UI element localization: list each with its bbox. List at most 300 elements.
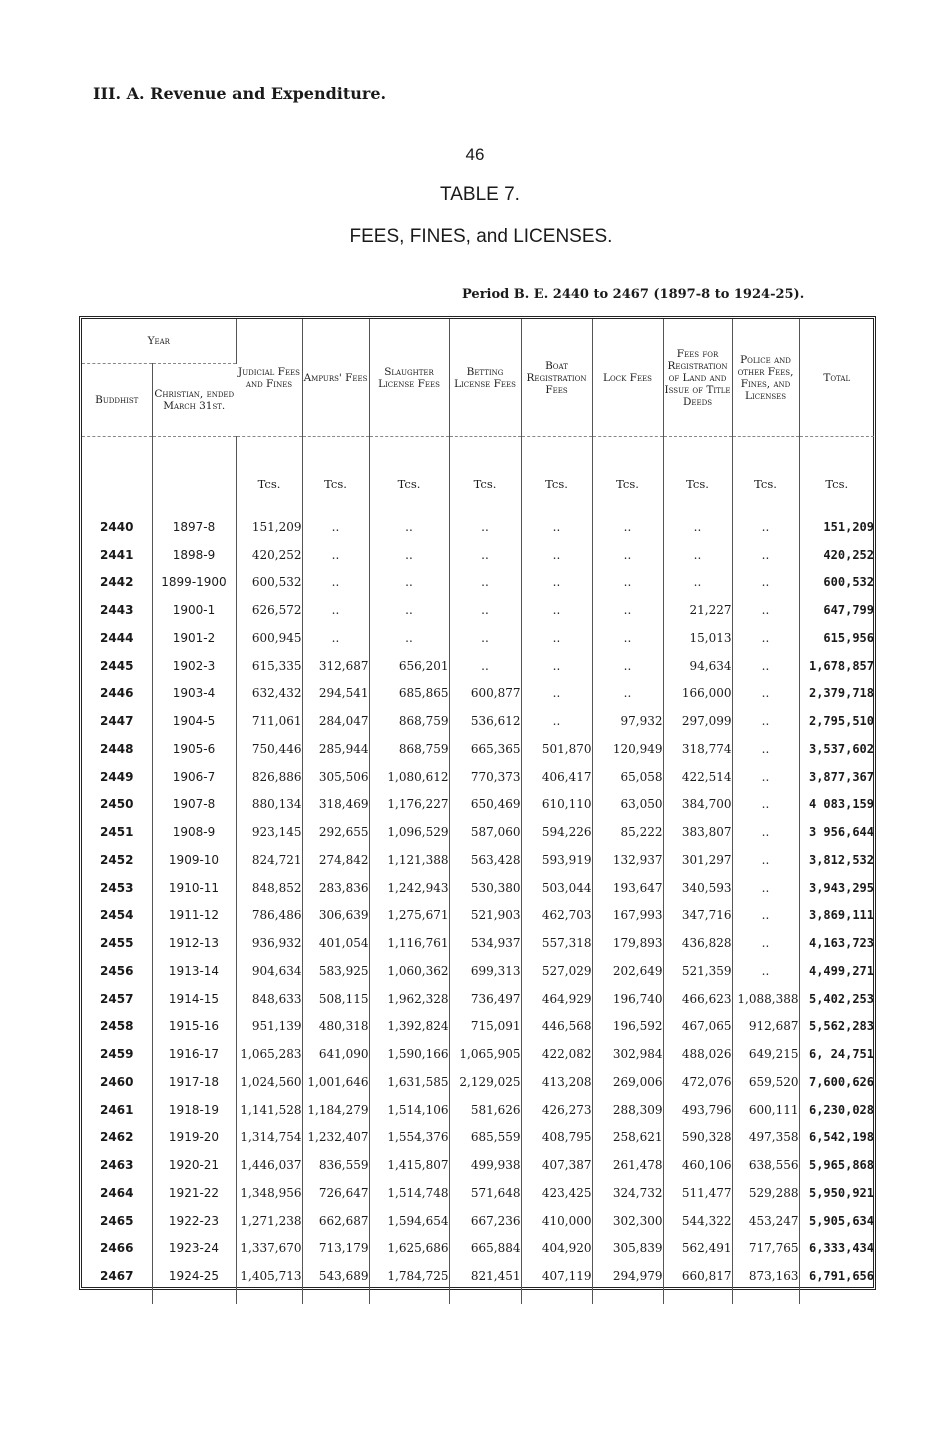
police-value: .. xyxy=(732,541,799,569)
boat-value: 557,318 xyxy=(521,929,592,957)
boat-value: .. xyxy=(521,707,592,735)
buddhist-year: 2450 xyxy=(82,791,152,819)
betting-value: 1,065,905 xyxy=(449,1040,521,1068)
police-value: 912,687 xyxy=(732,1013,799,1041)
christian-year: 1904-5 xyxy=(152,707,236,735)
betting-value: 770,373 xyxy=(449,763,521,791)
slaughter-value: 1,554,376 xyxy=(369,1124,449,1152)
buddhist-year: 2461 xyxy=(82,1096,152,1124)
christian-year: 1918-19 xyxy=(152,1096,236,1124)
judicial-value: 151,209 xyxy=(236,513,302,541)
buddhist-year: 2458 xyxy=(82,1013,152,1041)
christian-year: 1920-21 xyxy=(152,1151,236,1179)
judicial-value: 786,486 xyxy=(236,902,302,930)
slaughter-value: 868,759 xyxy=(369,735,449,763)
unit-label: Tcs. xyxy=(732,437,799,502)
land-value: 472,076 xyxy=(663,1068,732,1096)
boat-value: 446,568 xyxy=(521,1013,592,1041)
lock-value: 167,993 xyxy=(592,902,663,930)
christian-year: 1903-4 xyxy=(152,680,236,708)
police-value: .. xyxy=(732,846,799,874)
slaughter-value: 656,201 xyxy=(369,652,449,680)
slaughter-value: .. xyxy=(369,513,449,541)
slaughter-value: 1,415,807 xyxy=(369,1151,449,1179)
ampurs-value: 292,655 xyxy=(302,818,369,846)
lock-value: 120,949 xyxy=(592,735,663,763)
unit-label: Tcs. xyxy=(369,437,449,502)
total-value: 5,402,253 xyxy=(808,991,874,1006)
christian-year: 1919-20 xyxy=(152,1124,236,1152)
buddhist-year: 2443 xyxy=(82,596,152,624)
betting-value: 600,877 xyxy=(449,680,521,708)
christian-year: 1922-23 xyxy=(152,1207,236,1235)
total-value: 420,252 xyxy=(823,547,874,562)
total-value: 5,905,634 xyxy=(808,1213,874,1228)
lock-value: .. xyxy=(592,652,663,680)
betting-value: 699,313 xyxy=(449,957,521,985)
table-row xyxy=(82,541,874,569)
buddhist-year: 2442 xyxy=(82,569,152,597)
judicial-value: 1,337,670 xyxy=(236,1235,302,1263)
total-value: 615,956 xyxy=(823,630,874,645)
units-blank xyxy=(152,437,236,502)
buddhist-year: 2441 xyxy=(82,541,152,569)
header-slaughter: Slaughter License Fees xyxy=(369,319,449,437)
boat-value: 593,919 xyxy=(521,846,592,874)
lock-value: 305,839 xyxy=(592,1235,663,1263)
ampurs-value: 641,090 xyxy=(302,1040,369,1068)
lock-value: 302,984 xyxy=(592,1040,663,1068)
police-value: .. xyxy=(732,902,799,930)
buddhist-year: 2446 xyxy=(82,680,152,708)
land-value: 544,322 xyxy=(663,1207,732,1235)
boat-value: .. xyxy=(521,513,592,541)
slaughter-value: 1,514,748 xyxy=(369,1179,449,1207)
judicial-value: 1,348,956 xyxy=(236,1179,302,1207)
unit-label: Tcs. xyxy=(663,437,732,502)
buddhist-year: 2452 xyxy=(82,846,152,874)
police-value: .. xyxy=(732,596,799,624)
police-value: .. xyxy=(732,680,799,708)
units-blank xyxy=(82,437,152,502)
slaughter-value: 685,865 xyxy=(369,680,449,708)
police-value: 529,288 xyxy=(732,1179,799,1207)
betting-value: 499,938 xyxy=(449,1151,521,1179)
boat-value: 413,208 xyxy=(521,1068,592,1096)
police-value: .. xyxy=(732,763,799,791)
lock-value: 65,058 xyxy=(592,763,663,791)
betting-value: 521,903 xyxy=(449,902,521,930)
betting-value: 571,648 xyxy=(449,1179,521,1207)
total-value: 647,799 xyxy=(823,603,874,618)
land-value: 384,700 xyxy=(663,791,732,819)
lock-value: 288,309 xyxy=(592,1096,663,1124)
buddhist-year: 2454 xyxy=(82,902,152,930)
ampurs-value: 283,836 xyxy=(302,874,369,902)
land-value: .. xyxy=(663,513,732,541)
lock-value: 63,050 xyxy=(592,791,663,819)
ampurs-value: 1,001,646 xyxy=(302,1068,369,1096)
total-value: 5,965,868 xyxy=(808,1158,874,1173)
judicial-value: 1,024,560 xyxy=(236,1068,302,1096)
ampurs-value: 543,689 xyxy=(302,1262,369,1290)
total-value: 3,877,367 xyxy=(808,769,874,784)
ampurs-value: 274,842 xyxy=(302,846,369,874)
judicial-value: 1,405,713 xyxy=(236,1262,302,1290)
betting-value: 581,626 xyxy=(449,1096,521,1124)
boat-value: 422,082 xyxy=(521,1040,592,1068)
slaughter-value: 1,121,388 xyxy=(369,846,449,874)
christian-year: 1924-25 xyxy=(152,1262,236,1290)
table-row xyxy=(82,1262,874,1290)
buddhist-year: 2464 xyxy=(82,1179,152,1207)
total-value: 5,562,283 xyxy=(808,1019,874,1034)
slaughter-value: 1,625,686 xyxy=(369,1235,449,1263)
police-value: .. xyxy=(732,957,799,985)
police-value: .. xyxy=(732,707,799,735)
buddhist-year: 2445 xyxy=(82,652,152,680)
total-value: 6,542,198 xyxy=(808,1130,874,1145)
betting-value: 715,091 xyxy=(449,1013,521,1041)
ampurs-value: 318,469 xyxy=(302,791,369,819)
betting-value: .. xyxy=(449,513,521,541)
ampurs-value: 508,115 xyxy=(302,985,369,1013)
ampurs-value: 306,639 xyxy=(302,902,369,930)
christian-year: 1913-14 xyxy=(152,957,236,985)
land-value: 383,807 xyxy=(663,818,732,846)
boat-value: 527,029 xyxy=(521,957,592,985)
lock-value: .. xyxy=(592,596,663,624)
land-value: 590,328 xyxy=(663,1124,732,1152)
lock-value: 302,300 xyxy=(592,1207,663,1235)
unit-label: Tcs. xyxy=(236,437,302,502)
betting-value: .. xyxy=(449,652,521,680)
christian-year: 1901-2 xyxy=(152,624,236,652)
christian-year: 1921-22 xyxy=(152,1179,236,1207)
lock-value: 202,649 xyxy=(592,957,663,985)
judicial-value: 1,446,037 xyxy=(236,1151,302,1179)
land-value: 15,013 xyxy=(663,624,732,652)
police-value: 649,215 xyxy=(732,1040,799,1068)
table-row xyxy=(82,902,874,930)
betting-value: .. xyxy=(449,541,521,569)
christian-year: 1917-18 xyxy=(152,1068,236,1096)
ampurs-value: 662,687 xyxy=(302,1207,369,1235)
lock-value: 196,740 xyxy=(592,985,663,1013)
judicial-value: 615,335 xyxy=(236,652,302,680)
christian-year: 1899-1900 xyxy=(152,569,236,597)
judicial-value: 848,852 xyxy=(236,874,302,902)
police-value: 659,520 xyxy=(732,1068,799,1096)
ampurs-value: 305,506 xyxy=(302,763,369,791)
land-value: 297,099 xyxy=(663,707,732,735)
judicial-value: 420,252 xyxy=(236,541,302,569)
table-row xyxy=(82,1124,874,1152)
slaughter-value: .. xyxy=(369,596,449,624)
christian-year: 1910-11 xyxy=(152,874,236,902)
slaughter-value: 1,590,166 xyxy=(369,1040,449,1068)
total-value: 4,499,271 xyxy=(808,963,874,978)
total-value: 6, 24,751 xyxy=(808,1047,874,1062)
boat-value: 462,703 xyxy=(521,902,592,930)
land-value: 301,297 xyxy=(663,846,732,874)
judicial-value: 848,633 xyxy=(236,985,302,1013)
lock-value: 324,732 xyxy=(592,1179,663,1207)
buddhist-year: 2466 xyxy=(82,1235,152,1263)
header-betting: Betting License Fees xyxy=(449,319,521,437)
total-value: 600,532 xyxy=(823,575,874,590)
period-caption: Period B. E. 2440 to 2467 (1897-8 to 1924-25). xyxy=(462,287,805,302)
buddhist-year: 2463 xyxy=(82,1151,152,1179)
header-year: Year xyxy=(82,319,236,364)
lock-value: .. xyxy=(592,680,663,708)
buddhist-year: 2444 xyxy=(82,624,152,652)
judicial-value: 923,145 xyxy=(236,818,302,846)
ampurs-value: 583,925 xyxy=(302,957,369,985)
ampurs-value: .. xyxy=(302,569,369,597)
christian-year: 1897-8 xyxy=(152,513,236,541)
unit-label: Tcs. xyxy=(302,437,369,502)
boat-value: .. xyxy=(521,596,592,624)
land-value: 493,796 xyxy=(663,1096,732,1124)
police-value: .. xyxy=(732,791,799,819)
christian-year: 1923-24 xyxy=(152,1235,236,1263)
police-value: 453,247 xyxy=(732,1207,799,1235)
page-number: 46 xyxy=(465,145,485,164)
slaughter-value: 1,080,612 xyxy=(369,763,449,791)
boat-value: 610,110 xyxy=(521,791,592,819)
ampurs-value: 480,318 xyxy=(302,1013,369,1041)
table-row xyxy=(82,1151,874,1179)
header-boat: Boat Registration Fees xyxy=(521,319,592,437)
table-row xyxy=(82,763,874,791)
land-value: 347,716 xyxy=(663,902,732,930)
header-judicial: Judicial Fees and Fines xyxy=(236,319,302,437)
buddhist-year: 2448 xyxy=(82,735,152,763)
fees-fines-licenses-table xyxy=(82,319,874,1304)
lock-value: 269,006 xyxy=(592,1068,663,1096)
police-value: .. xyxy=(732,513,799,541)
table-row xyxy=(82,1096,874,1124)
ampurs-value: .. xyxy=(302,541,369,569)
police-value: 638,556 xyxy=(732,1151,799,1179)
police-value: .. xyxy=(732,735,799,763)
slaughter-value: 1,242,943 xyxy=(369,874,449,902)
betting-value: 536,612 xyxy=(449,707,521,735)
table-row xyxy=(82,596,874,624)
ampurs-value: 836,559 xyxy=(302,1151,369,1179)
slaughter-value: 1,962,328 xyxy=(369,985,449,1013)
total-value: 3,943,295 xyxy=(808,880,874,895)
judicial-value: 904,634 xyxy=(236,957,302,985)
table-row xyxy=(82,652,874,680)
christian-year: 1914-15 xyxy=(152,985,236,1013)
police-value: .. xyxy=(732,818,799,846)
land-value: 460,106 xyxy=(663,1151,732,1179)
christian-year: 1909-10 xyxy=(152,846,236,874)
boat-value: .. xyxy=(521,680,592,708)
judicial-value: 880,134 xyxy=(236,791,302,819)
slaughter-value: 1,514,106 xyxy=(369,1096,449,1124)
buddhist-year: 2467 xyxy=(82,1262,152,1290)
ampurs-value: 1,232,407 xyxy=(302,1124,369,1152)
betting-value: 665,884 xyxy=(449,1235,521,1263)
buddhist-year: 2460 xyxy=(82,1068,152,1096)
table-row xyxy=(82,957,874,985)
total-value: 4 083,159 xyxy=(808,797,874,812)
christian-year: 1906-7 xyxy=(152,763,236,791)
lock-value: 97,932 xyxy=(592,707,663,735)
table-row xyxy=(82,874,874,902)
header-buddhist: Buddhist xyxy=(82,364,152,437)
total-value: 6,230,028 xyxy=(808,1102,874,1117)
total-value: 2,795,510 xyxy=(808,714,874,729)
slaughter-value: .. xyxy=(369,541,449,569)
unit-label: Tcs. xyxy=(592,437,663,502)
header-christian: Christian, ended March 31st. xyxy=(152,364,236,437)
judicial-value: 600,945 xyxy=(236,624,302,652)
lock-value: 85,222 xyxy=(592,818,663,846)
buddhist-year: 2462 xyxy=(82,1124,152,1152)
table-row xyxy=(82,846,874,874)
boat-value: 404,920 xyxy=(521,1235,592,1263)
boat-value: 594,226 xyxy=(521,818,592,846)
table-row xyxy=(82,1235,874,1263)
judicial-value: 951,139 xyxy=(236,1013,302,1041)
betting-value: .. xyxy=(449,569,521,597)
total-value: 1,678,857 xyxy=(808,658,874,673)
ampurs-value: 285,944 xyxy=(302,735,369,763)
lock-value: 261,478 xyxy=(592,1151,663,1179)
lock-value: .. xyxy=(592,513,663,541)
boat-value: 501,870 xyxy=(521,735,592,763)
betting-value: 587,060 xyxy=(449,818,521,846)
ampurs-value: 1,184,279 xyxy=(302,1096,369,1124)
slaughter-value: 1,116,761 xyxy=(369,929,449,957)
table-row xyxy=(82,735,874,763)
table-row xyxy=(82,929,874,957)
table-subtitle: FEES, FINES, and LICENSES. xyxy=(349,226,613,247)
ampurs-value: 284,047 xyxy=(302,707,369,735)
betting-value: 2,129,025 xyxy=(449,1068,521,1096)
betting-value: 667,236 xyxy=(449,1207,521,1235)
table-row xyxy=(82,1040,874,1068)
christian-year: 1915-16 xyxy=(152,1013,236,1041)
land-value: .. xyxy=(663,569,732,597)
betting-value: 821,451 xyxy=(449,1262,521,1290)
boat-value: 423,425 xyxy=(521,1179,592,1207)
judicial-value: 600,532 xyxy=(236,569,302,597)
christian-year: 1908-9 xyxy=(152,818,236,846)
buddhist-year: 2453 xyxy=(82,874,152,902)
land-value: 521,359 xyxy=(663,957,732,985)
boat-value: 464,929 xyxy=(521,985,592,1013)
judicial-value: 750,446 xyxy=(236,735,302,763)
buddhist-year: 2465 xyxy=(82,1207,152,1235)
slaughter-value: 1,176,227 xyxy=(369,791,449,819)
betting-value: .. xyxy=(449,624,521,652)
table-row xyxy=(82,680,874,708)
land-value: 562,491 xyxy=(663,1235,732,1263)
christian-year: 1912-13 xyxy=(152,929,236,957)
police-value: 717,765 xyxy=(732,1235,799,1263)
land-value: 467,065 xyxy=(663,1013,732,1041)
police-value: 497,358 xyxy=(732,1124,799,1152)
buddhist-year: 2455 xyxy=(82,929,152,957)
table-row xyxy=(82,1179,874,1207)
christian-year: 1902-3 xyxy=(152,652,236,680)
judicial-value: 826,886 xyxy=(236,763,302,791)
slaughter-value: .. xyxy=(369,624,449,652)
slaughter-value: 1,275,671 xyxy=(369,902,449,930)
land-value: 660,817 xyxy=(663,1262,732,1290)
land-value: 166,000 xyxy=(663,680,732,708)
land-value: 340,593 xyxy=(663,874,732,902)
land-value: 422,514 xyxy=(663,763,732,791)
judicial-value: 1,065,283 xyxy=(236,1040,302,1068)
boat-value: 408,795 xyxy=(521,1124,592,1152)
land-value: 488,026 xyxy=(663,1040,732,1068)
lock-value: 193,647 xyxy=(592,874,663,902)
table-row xyxy=(82,624,874,652)
buddhist-year: 2456 xyxy=(82,957,152,985)
betting-value: 534,937 xyxy=(449,929,521,957)
table-row xyxy=(82,1068,874,1096)
police-value: .. xyxy=(732,874,799,902)
lock-value: .. xyxy=(592,624,663,652)
ampurs-value: 726,647 xyxy=(302,1179,369,1207)
betting-value: 650,469 xyxy=(449,791,521,819)
boat-value: .. xyxy=(521,624,592,652)
buddhist-year: 2459 xyxy=(82,1040,152,1068)
buddhist-year: 2449 xyxy=(82,763,152,791)
boat-value: 407,119 xyxy=(521,1262,592,1290)
slaughter-value: 1,096,529 xyxy=(369,818,449,846)
judicial-value: 1,141,528 xyxy=(236,1096,302,1124)
betting-value: 563,428 xyxy=(449,846,521,874)
lock-value: .. xyxy=(592,569,663,597)
table-title: TABLE 7. xyxy=(440,184,520,205)
ampurs-value: 312,687 xyxy=(302,652,369,680)
slaughter-value: 1,392,824 xyxy=(369,1013,449,1041)
slaughter-value: 1,060,362 xyxy=(369,957,449,985)
table-row xyxy=(82,569,874,597)
land-value: .. xyxy=(663,541,732,569)
ampurs-value: 401,054 xyxy=(302,929,369,957)
land-value: 466,623 xyxy=(663,985,732,1013)
total-value: 7,600,626 xyxy=(808,1074,874,1089)
police-value: .. xyxy=(732,624,799,652)
police-value: 873,163 xyxy=(732,1262,799,1290)
lock-value: .. xyxy=(592,541,663,569)
land-value: 511,477 xyxy=(663,1179,732,1207)
total-value: 3 956,644 xyxy=(808,825,874,840)
total-value: 151,209 xyxy=(823,519,874,534)
table-row xyxy=(82,1013,874,1041)
total-value: 6,791,656 xyxy=(808,1269,874,1284)
table-row xyxy=(82,707,874,735)
christian-year: 1916-17 xyxy=(152,1040,236,1068)
unit-label: Tcs. xyxy=(521,437,592,502)
police-value: .. xyxy=(732,929,799,957)
betting-value: .. xyxy=(449,596,521,624)
table-row xyxy=(82,791,874,819)
table-row xyxy=(82,818,874,846)
total-value: 6,333,434 xyxy=(808,1241,874,1256)
judicial-value: 711,061 xyxy=(236,707,302,735)
table-row xyxy=(82,985,874,1013)
boat-value: 503,044 xyxy=(521,874,592,902)
